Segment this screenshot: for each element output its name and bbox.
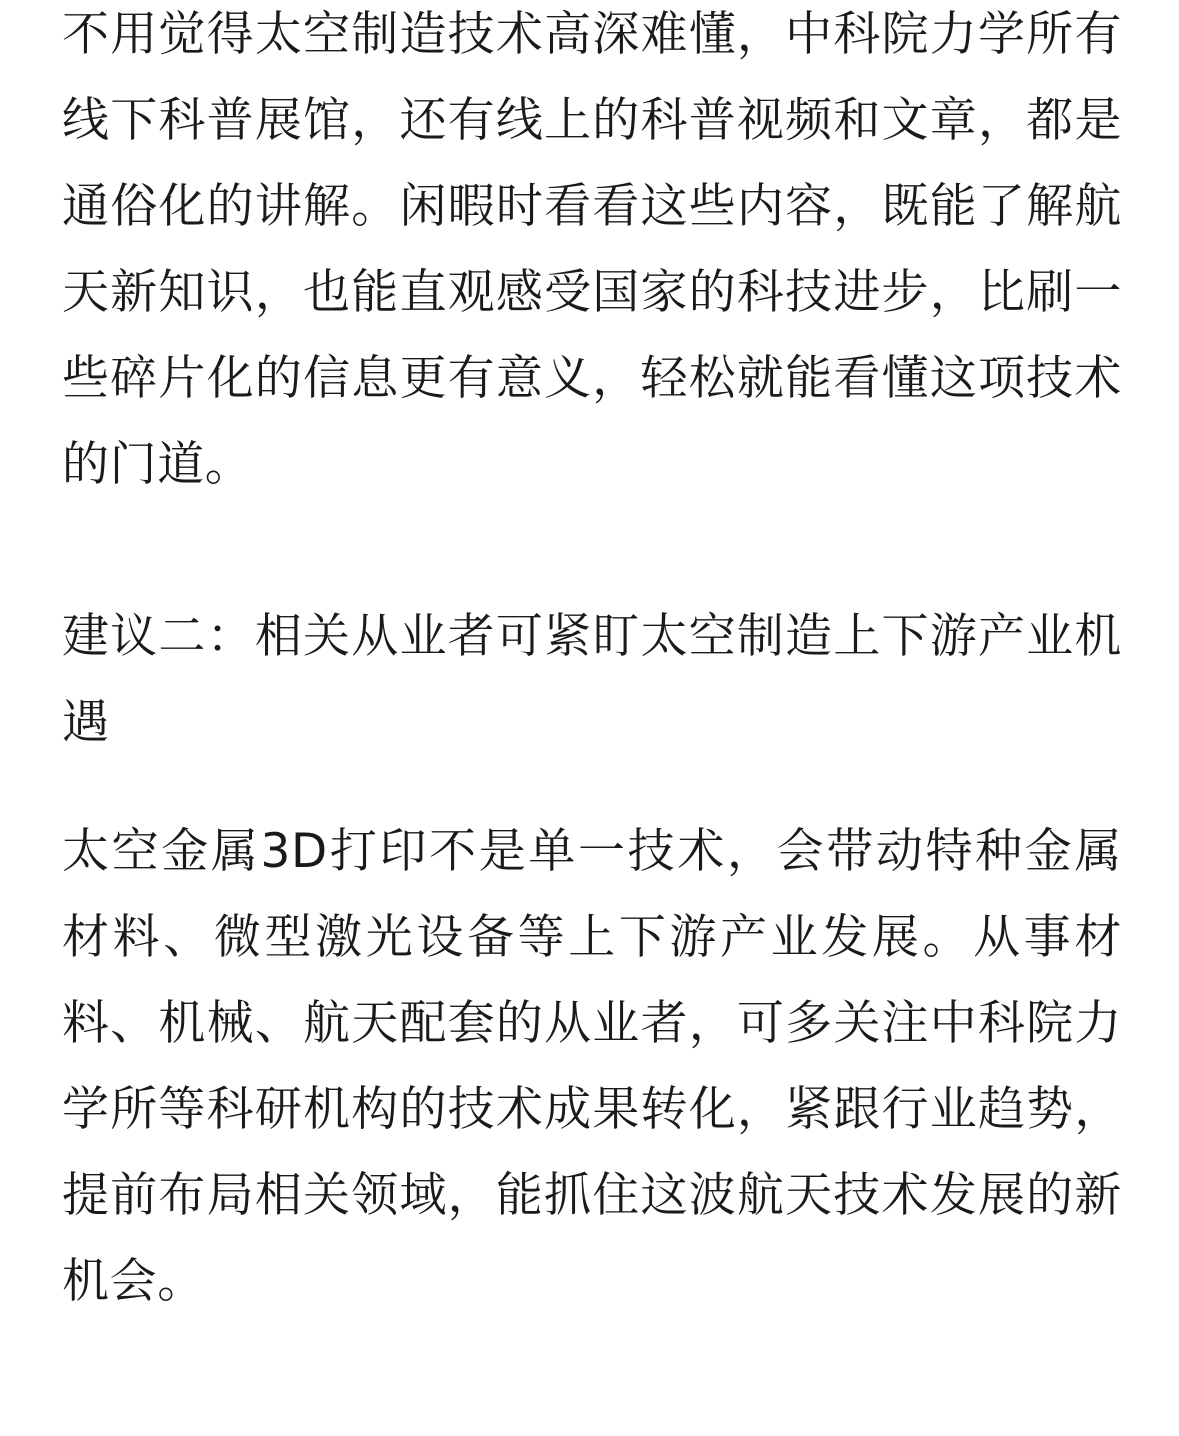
paragraph-industry-opportunities: 太空金属3D打印不是单一技术，会带动特种金属材料、微型激光设备等上下游产业发展。从事材料、机械、航天配套的从业者，可多关注中科院力学所等科研机构的技术成果转化，紧跟行业趋势，提前布局相关领域，能抓住这波航天技术发展的新机会。 — [62, 824, 1122, 1309]
paragraph-science-resources: 不用觉得太空制造技术高深难懂，中科院力学所有线下科普展馆，还有线上的科普视频和文章，都是通俗化的讲解。闲暇时看看这些内容，既能了解航天新知识，也能直观感受国家的科技进步，比刷一些碎片化的信息更有意义，轻松就能看懂这项技术的门道。 — [62, 7, 1122, 492]
paragraph-suggestion-two-heading: 建议二：相关从业者可紧盯太空制造上下游产业机遇 — [62, 609, 1122, 750]
article-body — [62, 0, 1122, 1325]
